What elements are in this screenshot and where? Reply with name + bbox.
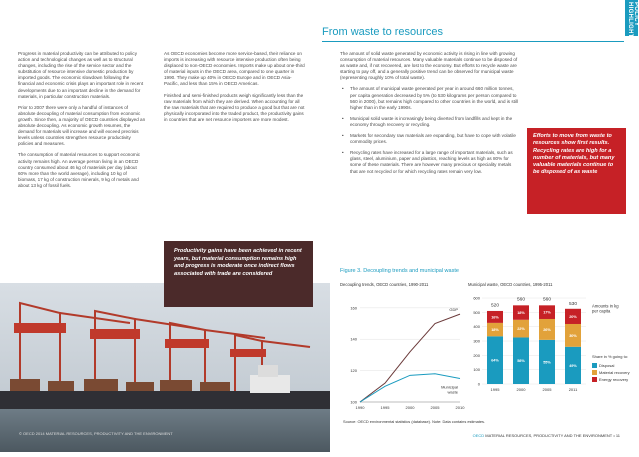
line-x-tick-label: 2005: [430, 405, 440, 410]
legend-label: Disposal: [599, 363, 615, 368]
bar-total-label: 560: [542, 297, 552, 303]
bar-total-label: 530: [568, 302, 578, 308]
bar-shares-label: Share in % going to:: [592, 354, 629, 359]
chart-left-title: Decoupling trends, OECD countries, 1990-2011: [340, 282, 429, 287]
col2-paragraph: Finished and semi-finished products weigh significantly less than the raw materials from which they are derived. When accounting for all the raw materials that are required to produce a good but that are not physically incorporated into the traded product, the productivity gains in countries that are net resource importers are more modest.: [164, 92, 305, 122]
bar-share-label: 26%: [543, 327, 551, 332]
line-y-tick-label: 100: [350, 399, 357, 405]
bar-total-label: 560: [516, 297, 526, 303]
line-series-label: GDP: [449, 307, 458, 313]
bullet-item: • Markets for secondary raw materials are expanding, but have to cope with volatile commodity prices.: [350, 133, 520, 145]
bar-share-label: 18%: [491, 328, 499, 333]
bar-share-label: 17%: [543, 310, 551, 315]
col1-paragraph: The consumption of material resources to support economic activity remains high. An average person living in an OECD country consumed about 46 kg of materials per day (about 60% more than the world average), including 10 kg of biomass, 17 kg of construction minerals, 9 kg of metals and about 13 kg of fossil fuels.: [18, 152, 141, 188]
chart-right-title: Municipal waste, OECD countries, 1995-2011: [468, 282, 553, 287]
col3-intro: The amount of solid waste generated by economic activity is rising in line with growing consumption of material resources. Many valuable materials continue to be disposed of as waste and, if not recovered, are lost to the economy. But efforts to recycle waste are starting to pay off, and a generally positive trend can be observed for municipal waste (representing roughly 10% of total waste).: [340, 51, 518, 81]
line-y-tick-label: 120: [350, 368, 357, 374]
line-y-tick-label: 160: [350, 305, 357, 311]
callout-dark: Productivity gains have been achieved in recent years, but material consumption remains high and progress is moderate once indirect flows associated with trade are considered: [164, 241, 313, 307]
line-chart: [340, 292, 465, 416]
bar-y-tick-label: 500: [473, 309, 480, 315]
title-rule: [322, 41, 624, 42]
line-y-tick-label: 140: [350, 336, 357, 342]
footer-title: MATERIAL RESOURCES, PRODUCTIVITY AND THE ENVIRONMENT: [485, 433, 613, 438]
column-2: [164, 51, 306, 128]
line-x-tick-label: 1995: [380, 405, 390, 410]
footer-left: © OECD 2014 MATERIAL RESOURCES, PRODUCTIVITY AND THE ENVIRONMENT: [19, 431, 173, 436]
bar-share-label: 18%: [517, 311, 525, 316]
bar-x-tick-label: 2000: [516, 387, 526, 392]
bar-chart: [468, 292, 628, 416]
bar-totals-label: Amounts in kg per capita: [592, 303, 619, 314]
bar-share-label: 20%: [569, 314, 577, 319]
figure-source: Source: OECD environmental statistics (database). Note: Data contains estimates.: [343, 419, 486, 424]
line-x-tick-label: 1990: [355, 405, 365, 410]
col1-paragraph: Prior to 2007 there were only a handful of instances of absolute decoupling of material consumption from economic growth. Since then, a majority of OECD countries displayed an absolute decoupling. As economic growth resumes, the demand for materials will increase and will exceed precrisis levels unless countries strengthen resource productivity policies and measures.: [18, 104, 146, 147]
footer-brand: OECD: [472, 433, 485, 438]
bar-share-label: 30%: [569, 333, 577, 338]
column-3: [340, 51, 520, 180]
legend-swatch: [592, 377, 597, 382]
legend-label: Material recovery: [599, 370, 630, 375]
bar-total-label: 520: [490, 303, 500, 309]
bar-share-label: 55%: [543, 360, 551, 365]
policy-highlights-tab: [625, 0, 639, 42]
port-illustration: [0, 283, 330, 452]
bar-share-label: 49%: [569, 363, 577, 368]
bar-y-tick-label: 600: [473, 295, 480, 301]
bar-x-tick-label: 2005: [542, 387, 552, 392]
page-number: 11: [615, 433, 620, 438]
bar-y-tick-label: 100: [473, 367, 480, 373]
col1-paragraph: Progress in material productivity can be attributed to policy action and technological changes as well as to structural changes, including the rise of the service sector and the substitution of resource intensive domestic production by imported goods. The economic slowdown following the financial and economic crisis plays an important role in recent developments due to an important decline in the demand for materials, in particular construction materials.: [18, 51, 144, 99]
page-footer: [473, 433, 620, 438]
bar-share-label: 22%: [517, 327, 525, 332]
legend-label: Energy recovery: [599, 377, 629, 382]
bullet-item: • Recycling rates have increased for a large range of important materials, such as glass, steel, aluminium, paper and plastics, reaching levels as high as 80% for some of these materials. There are however many precious or speciality metals that are not recycled or for which recycling rates remain very low.: [350, 150, 520, 174]
line-x-tick-label: 2010: [455, 405, 465, 410]
column-1: [18, 51, 146, 194]
section-title: From waste to resources: [322, 26, 444, 38]
bar-y-tick-label: 400: [473, 324, 480, 330]
bar-share-label: 64%: [491, 358, 499, 363]
bullet-item: • Municipal solid waste is increasingly being diverted from landfills and kept in the economy through recovery or recycling.: [350, 116, 520, 128]
line-x-tick-label: 2000: [405, 405, 415, 410]
legend-swatch: [592, 363, 597, 368]
bullet-list: [340, 86, 520, 174]
bar-y-tick-label: 300: [473, 338, 480, 344]
bar-share-label: 16%: [491, 315, 499, 320]
bar-x-tick-label: 1995: [490, 387, 500, 392]
bar-x-tick-label: 2011: [568, 387, 578, 392]
bar-share-label: 58%: [517, 359, 525, 364]
policy-highlights-label: POLICY HIGHLIGHTS: [627, 2, 639, 42]
col2-paragraph: As OECD economies become more service-based, their reliance on imports is increasing with resource intensive production often being displaced to non-OECD economies. Imports make up about one-third of material inputs in the OECD area, compared to one quarter in 1990. They make up 40% in OECD Europe and in OECD Asia-Pacific, and less than 15% in OECD Americas.: [164, 51, 305, 87]
bullet-item: • The amount of municipal waste generated per year in around 660 million tonnes, per capita generation decreased by 5% (to 530 kilograms per person compared to 560 in 2000), but remains high compared to other countries in the world, and is still higher than in the early 1990s.: [350, 86, 520, 110]
bar-y-tick-label: 0: [477, 381, 480, 387]
figure-title: Figure 3. Decoupling trends and municipal waste: [340, 268, 459, 274]
bar-y-tick-label: 200: [473, 352, 480, 358]
port-photo: [0, 283, 330, 452]
line-series-label: Municipal waste: [441, 384, 458, 395]
callout-red: Efforts to move from waste to resources show first results. Recycling rates are high for a number of materials, but many valuable materials continue to be disposed of as waste: [527, 128, 626, 214]
legend-swatch: [592, 370, 597, 375]
footer-separator: •: [613, 433, 615, 438]
